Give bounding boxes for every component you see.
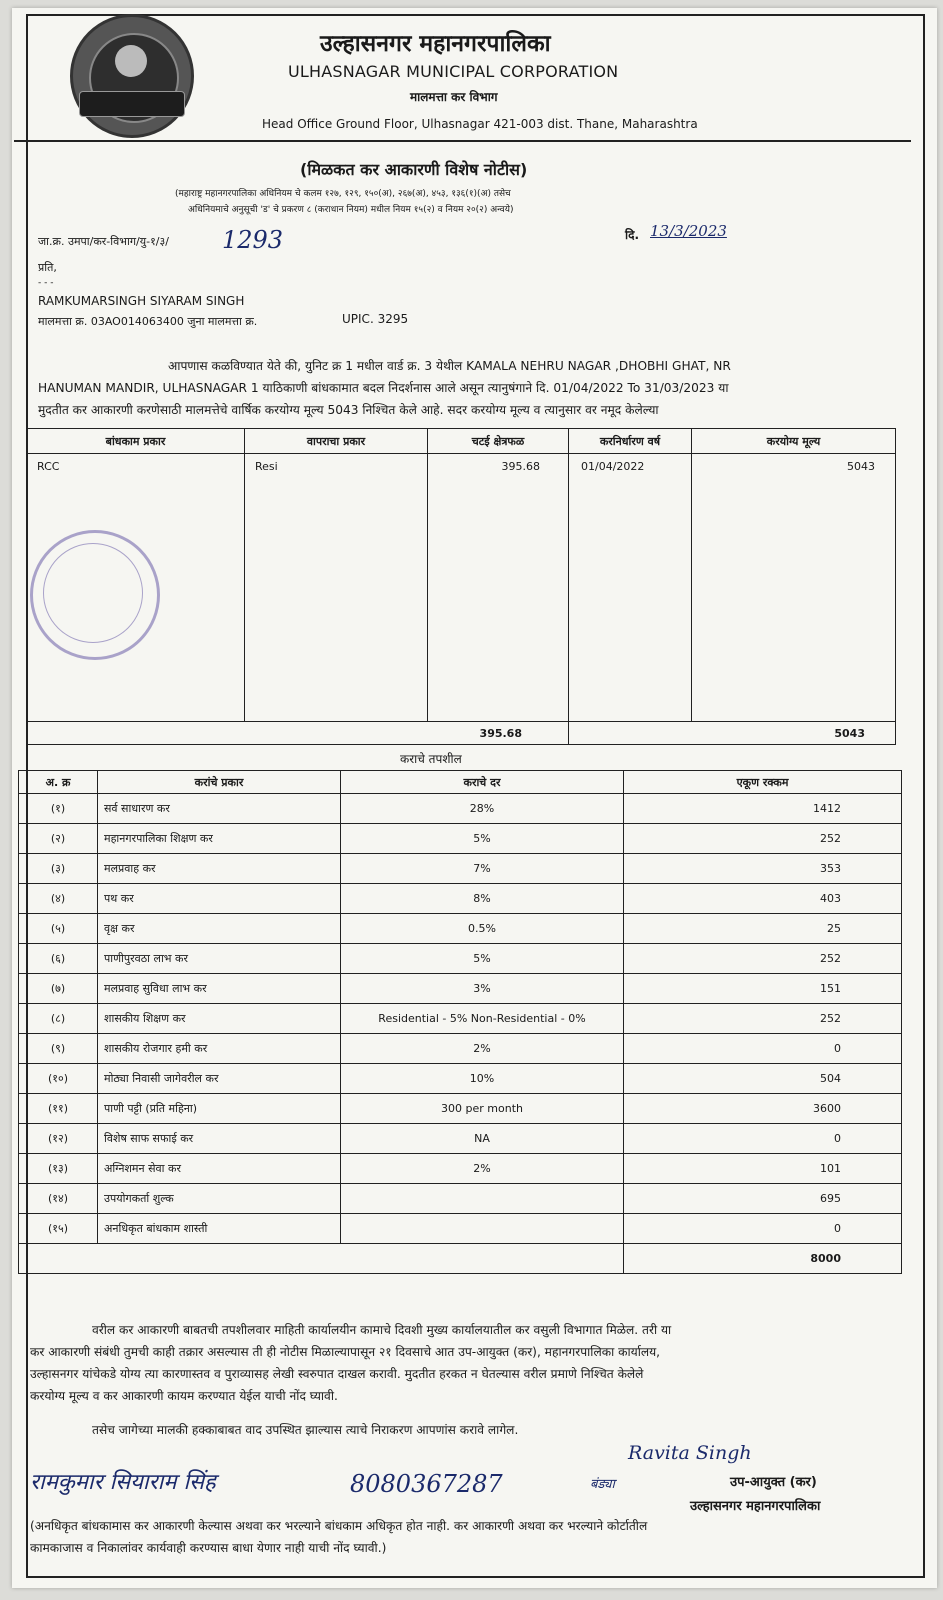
tax-row bbox=[19, 974, 902, 1004]
tax-row bbox=[19, 884, 902, 914]
tax-type: अग्निशमन सेवा कर bbox=[98, 1154, 341, 1184]
col-carpet-area: चटई क्षेत्रफळ bbox=[428, 429, 569, 454]
legal-note-line-1: (अनधिकृत बांधकामास कर आकारणी केल्यास अथवा कर भरल्याने बांधकाम अधिकृत होत नाही. कर आकारणी अथवा कर भरल्याने कोर्टातील bbox=[30, 1519, 648, 1533]
tax-rate: 5% bbox=[341, 944, 624, 974]
handwritten-phone: 8080367287 bbox=[350, 1470, 503, 1498]
tax-rate: 7% bbox=[341, 854, 624, 884]
tax-type: विशेष साफ सफाई कर bbox=[98, 1124, 341, 1154]
reference-label: जा.क्र. उमपा/कर-विभाग/यु-१/३/ bbox=[38, 235, 169, 248]
tax-rate: NA bbox=[341, 1124, 624, 1154]
tax-amount: 101 bbox=[624, 1154, 902, 1184]
tax-serial: (९) bbox=[19, 1034, 98, 1064]
col-usage-type: वापराचा प्रकार bbox=[245, 429, 428, 454]
tax-amount: 0 bbox=[624, 1034, 902, 1064]
notice-subtitle-2: अधिनियमाचे अनुसूची 'ड' चे प्रकरण ८ (कराधान नियम) मधील नियम १५(२) व नियम २०(२) अन्वये) bbox=[188, 205, 514, 215]
tax-type: उपयोगकर्ता शुल्क bbox=[98, 1184, 341, 1214]
prati-label: प्रति, bbox=[38, 261, 57, 274]
department-name: मालमत्ता कर विभाग bbox=[410, 90, 498, 104]
header-divider bbox=[14, 140, 911, 142]
corp-title-marathi: उल्हासनगर महानगरपालिका bbox=[320, 31, 551, 57]
tax-row bbox=[19, 854, 902, 884]
tax-serial: (१०) bbox=[19, 1064, 98, 1094]
total-value: 5043 bbox=[569, 722, 896, 745]
tax-rate: 300 per month bbox=[341, 1094, 624, 1124]
total-area: 395.68 bbox=[27, 722, 569, 745]
owner-name: RAMKUMARSINGH SIYARAM SINGH bbox=[38, 294, 245, 308]
handwritten-note: बंड्या bbox=[590, 1477, 615, 1492]
tax-amount: 252 bbox=[624, 1004, 902, 1034]
grand-total: 8000 bbox=[624, 1244, 902, 1274]
tax-table bbox=[18, 770, 902, 1274]
tax-serial: (१५) bbox=[19, 1214, 98, 1244]
tax-type: पाणीपुरवठा लाभ कर bbox=[98, 944, 341, 974]
tax-row bbox=[19, 1034, 902, 1064]
tax-row bbox=[19, 794, 902, 824]
tax-serial: (६) bbox=[19, 944, 98, 974]
tax-type: मोठ्या निवासी जागेवरील कर bbox=[98, 1064, 341, 1094]
tax-amount: 1412 bbox=[624, 794, 902, 824]
tax-amount: 403 bbox=[624, 884, 902, 914]
tax-serial: (८) bbox=[19, 1004, 98, 1034]
tax-serial: (७) bbox=[19, 974, 98, 1004]
tax-details-caption: कराचे तपशील bbox=[400, 752, 462, 766]
footer-line-3: उल्हासनगर यांचेकडे योग्य त्या कारणास्तव व पुराव्यासह लेखी स्वरुपात दाखल करावी. मुदतीत हरकत न घेतल्यास वरील प्रमाणे निश्चित केलेले bbox=[30, 1367, 644, 1381]
tax-rate: 2% bbox=[341, 1034, 624, 1064]
notice-title: (मिळकत कर आकारणी विशेष नोटीस) bbox=[300, 160, 528, 179]
intro-line-3: मुदतीत कर आकारणी करणेसाठी मालमत्तेचे वार्षिक करयोग्य मूल्य 5043 निश्चित केले आहे. सदर करयोग्य मूल्य व त्यानुसार वर नमूद केलेल्या bbox=[38, 403, 659, 417]
tax-rate: 10% bbox=[341, 1064, 624, 1094]
tax-serial: (४) bbox=[19, 884, 98, 914]
corp-title-english: ULHASNAGAR MUNICIPAL CORPORATION bbox=[288, 62, 619, 81]
tax-row bbox=[19, 1124, 902, 1154]
tax-amount: 0 bbox=[624, 1124, 902, 1154]
property-table-header bbox=[27, 429, 896, 454]
tax-rate: 2% bbox=[341, 1154, 624, 1184]
tax-rate: 3% bbox=[341, 974, 624, 1004]
intro-line-1: आपणास कळविण्यात येते की, युनिट क्र 1 मधील वार्ड क्र. 3 येथील KAMALA NEHRU NAGAR ,DHOBHI GHAT, NR bbox=[168, 359, 731, 373]
tax-serial: (५) bbox=[19, 914, 98, 944]
col-tax-type: करांचे प्रकार bbox=[98, 771, 341, 794]
col-assessment-year: करनिर्धारण वर्ष bbox=[569, 429, 692, 454]
tax-row bbox=[19, 914, 902, 944]
tax-rate: 8% bbox=[341, 884, 624, 914]
tax-type: महानगरपालिका शिक्षण कर bbox=[98, 824, 341, 854]
dashes: - - - bbox=[38, 278, 54, 288]
tax-amount: 0 bbox=[624, 1214, 902, 1244]
tax-type: शासकीय रोजगार हमी कर bbox=[98, 1034, 341, 1064]
footer-line-2: कर आकारणी संबंधी तुमची काही तक्रार असल्यास ती ही नोटीस मिळाल्यापासून २१ दिवसाचे आत उप-आयुक्त (कर), महानगरपालिका कार्यालय, bbox=[30, 1345, 661, 1359]
office-address: Head Office Ground Floor, Ulhasnagar 421-003 dist. Thane, Maharashtra bbox=[262, 117, 698, 131]
tax-row bbox=[19, 1154, 902, 1184]
col-construction-type: बांधकाम प्रकार bbox=[27, 429, 245, 454]
cell-construction: RCC bbox=[27, 454, 245, 722]
date-label: दि. bbox=[625, 228, 640, 242]
tax-table-header bbox=[19, 771, 902, 794]
reference-number: 1293 bbox=[222, 226, 284, 254]
col-taxable-value: करयोग्य मूल्य bbox=[692, 429, 896, 454]
tax-type: मलप्रवाह सुविधा लाभ कर bbox=[98, 974, 341, 1004]
tax-amount: 695 bbox=[624, 1184, 902, 1214]
signatory-organisation: उल्हासनगर महानगरपालिका bbox=[690, 1499, 821, 1514]
tax-type: अनधिकृत बांधकाम शास्ती bbox=[98, 1214, 341, 1244]
signatory-title: उप-आयुक्त (कर) bbox=[730, 1475, 817, 1490]
tax-row bbox=[19, 1004, 902, 1034]
logo-emblem bbox=[115, 45, 147, 77]
footer-ownership-note: तसेच जागेच्या मालकी हक्काबाबत वाद उपस्थित झाल्यास त्याचे निराकरण आपणांस करावे लागेल. bbox=[92, 1423, 519, 1437]
tax-amount: 25 bbox=[624, 914, 902, 944]
tax-amount: 252 bbox=[624, 824, 902, 854]
tax-type: सर्व साधारण कर bbox=[98, 794, 341, 824]
office-stamp bbox=[30, 530, 160, 660]
tax-amount: 353 bbox=[624, 854, 902, 884]
tax-row bbox=[19, 1094, 902, 1124]
handwritten-name: रामकुमार सियाराम सिंह bbox=[30, 1470, 216, 1495]
officer-signature: Ravita Singh bbox=[628, 1442, 752, 1464]
tax-rate bbox=[341, 1184, 624, 1214]
tax-type: शासकीय शिक्षण कर bbox=[98, 1004, 341, 1034]
tax-serial: (२) bbox=[19, 824, 98, 854]
tax-serial: (१) bbox=[19, 794, 98, 824]
col-serial: अ. क्र bbox=[19, 771, 98, 794]
footer-line-1: वरील कर आकारणी बाबतची तपशीलवार माहिती कार्यालयीन कामाचे दिवशी मुख्य कार्यालयातील कर वसुली विभागात मिळेल. तरी या bbox=[92, 1323, 672, 1337]
property-total-row bbox=[27, 722, 896, 745]
legal-note-line-2: कामकाजास व निकालांवर कार्यवाही करण्यास बाधा येणार नाही याची नोंद घ्यावी.) bbox=[30, 1541, 387, 1555]
tax-type: मलप्रवाह कर bbox=[98, 854, 341, 884]
tax-type: वृक्ष कर bbox=[98, 914, 341, 944]
tax-rate: 0.5% bbox=[341, 914, 624, 944]
tax-rate: Residential - 5% Non-Residential - 0% bbox=[341, 1004, 624, 1034]
tax-amount: 151 bbox=[624, 974, 902, 1004]
upic-number: UPIC. 3295 bbox=[342, 312, 409, 326]
intro-line-2: HANUMAN MANDIR, ULHASNAGAR 1 याठिकाणी बांधकामात बदल निदर्शनास आले असून त्यानुषंगाने दि. 01/04/2022 To 31/03/2023 या bbox=[38, 381, 729, 395]
tax-serial: (३) bbox=[19, 854, 98, 884]
tax-serial: (१२) bbox=[19, 1124, 98, 1154]
tax-rate: 28% bbox=[341, 794, 624, 824]
tax-row bbox=[19, 1064, 902, 1094]
total-label-cell bbox=[19, 1244, 624, 1274]
tax-total-row bbox=[19, 1244, 902, 1274]
notice-subtitle-1: (महाराष्ट्र महानगरपालिका अधिनियम चे कलम १२७, १२९, १५०(अ), २६७(अ), ४५३, १३६(१)(अ) तसेच bbox=[175, 189, 511, 199]
col-total-amount: एकूण रक्कम bbox=[624, 771, 902, 794]
tax-serial: (११) bbox=[19, 1094, 98, 1124]
footer-line-4: करयोग्य मूल्य व कर आकारणी कायम करण्यात येईल याची नोंद घ्यावी. bbox=[30, 1389, 338, 1403]
tax-type: पाणी पट्टी (प्रति महिना) bbox=[98, 1094, 341, 1124]
tax-row bbox=[19, 944, 902, 974]
tax-serial: (१४) bbox=[19, 1184, 98, 1214]
tax-row bbox=[19, 1214, 902, 1244]
notice-date: 13/3/2023 bbox=[650, 222, 727, 240]
cell-year: 01/04/2022 bbox=[569, 454, 692, 722]
tax-type: पथ कर bbox=[98, 884, 341, 914]
tax-amount: 504 bbox=[624, 1064, 902, 1094]
tax-serial: (१३) bbox=[19, 1154, 98, 1184]
tax-row bbox=[19, 1184, 902, 1214]
tax-rate bbox=[341, 1214, 624, 1244]
tax-amount: 3600 bbox=[624, 1094, 902, 1124]
tax-amount: 252 bbox=[624, 944, 902, 974]
corporation-seal-logo bbox=[70, 14, 194, 138]
cell-value: 5043 bbox=[692, 454, 896, 722]
tax-rate: 5% bbox=[341, 824, 624, 854]
cell-area: 395.68 bbox=[428, 454, 569, 722]
tax-row bbox=[19, 824, 902, 854]
logo-banner bbox=[79, 91, 185, 117]
cell-usage: Resi bbox=[245, 454, 428, 722]
col-tax-rate: कराचे दर bbox=[341, 771, 624, 794]
property-number: मालमत्ता क्र. 03AO014063400 जुना मालमत्ता क्र. bbox=[38, 315, 258, 328]
